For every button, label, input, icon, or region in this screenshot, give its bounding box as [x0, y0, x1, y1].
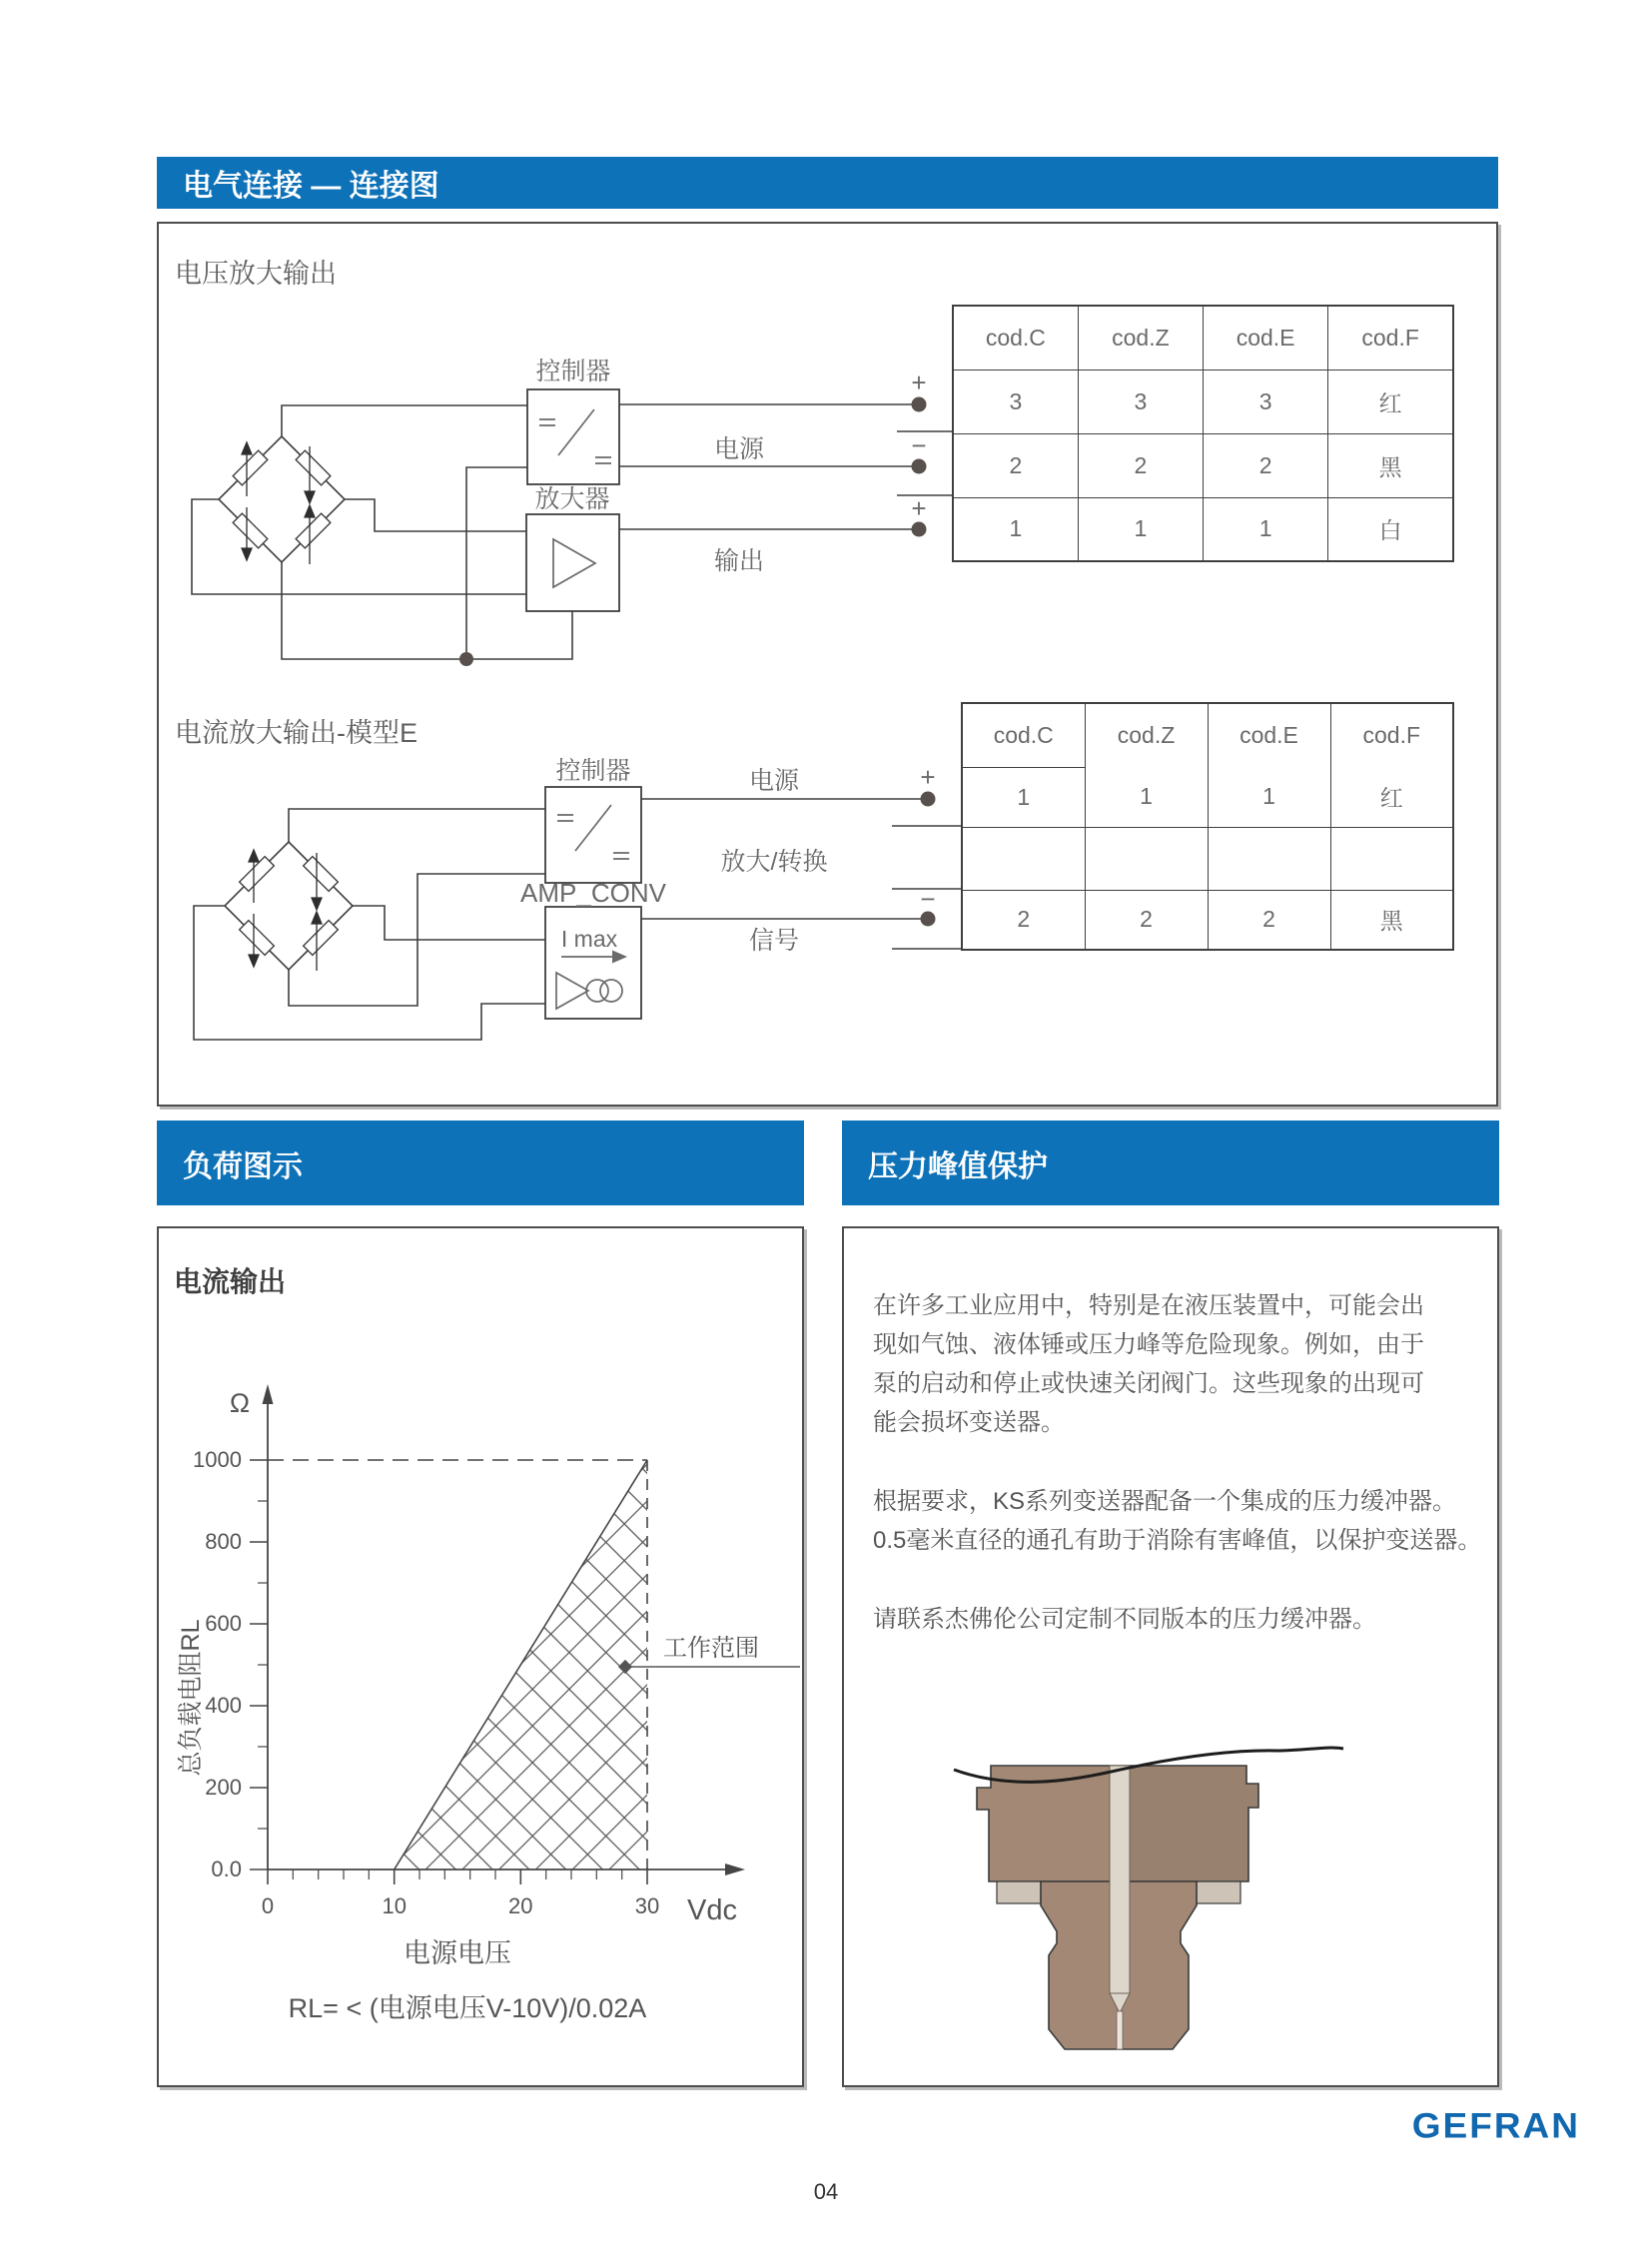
terminal-plus-sign: + [911, 493, 927, 523]
pin-cell: 1 [953, 497, 1078, 561]
pin-cell: 黑 [1330, 890, 1453, 950]
y-axis-title: 总负载电阻RL [177, 1619, 205, 1777]
pin-cell: 红 [1328, 370, 1453, 433]
strain-gauge-bridge-2 [225, 842, 353, 971]
pin-cell: 1 [1085, 767, 1208, 827]
snubber-cross-section [844, 1228, 1497, 2085]
section-title: 负荷图示 [183, 1149, 303, 1183]
page-number: 04 [813, 2179, 839, 2204]
pin-cell: 黑 [1328, 433, 1453, 497]
working-range-label: 工作范围 [663, 1635, 759, 1662]
pin-col-header: cod.Z [1078, 306, 1203, 370]
pin-col-header: cod.Z [1085, 703, 1208, 767]
terminal-plus-sign: + [920, 762, 936, 792]
x-tick-label: 0 [261, 1893, 275, 1918]
seal-ring-right [1197, 1881, 1240, 1903]
ampconv-wire-label: 放大/转换 [720, 848, 828, 876]
power-wire-label-2: 电源 [748, 767, 800, 795]
x-major-ticks [268, 1869, 647, 1884]
voltage-output-label: 电压放大输出 [175, 259, 337, 289]
connections-box [157, 222, 1498, 1107]
text-line: 能会损坏变送器。 [873, 1409, 1065, 1436]
terminal-dots [912, 397, 936, 927]
pin-cell [1085, 827, 1208, 890]
section-title: 压力峰值保护 [868, 1149, 1048, 1183]
table-row [962, 827, 1453, 890]
y-tick-label: 1000 [193, 1447, 242, 1472]
x-axis-title: 电源电压 [404, 1938, 511, 1968]
section-header-electrical-connections [157, 157, 1498, 209]
pin-cell: 3 [953, 370, 1078, 433]
y-tick-label: 200 [205, 1775, 242, 1800]
protection-box [842, 1226, 1499, 2087]
table-row [953, 497, 1453, 561]
y-axis-arrow [263, 1384, 274, 1404]
terminal-plus-sign: + [911, 368, 927, 397]
controller-label-2: 控制器 [555, 757, 631, 785]
controller-box-2 [545, 787, 641, 883]
pin-cell [962, 827, 1085, 890]
pin-cell: 3 [1078, 370, 1203, 433]
text-line: 在许多工业应用中，特别是在液压装置中，可能会出 [873, 1292, 1424, 1319]
x-tick-label: 20 [508, 1893, 533, 1918]
y-tick-label: 400 [205, 1693, 242, 1718]
signal-wire-label: 信号 [748, 927, 800, 955]
amp-conv-label: AMP_CONV [520, 878, 666, 908]
junction-dot [459, 652, 473, 666]
pin-col-header: cod.F [1330, 703, 1453, 767]
voltage-pin-table [952, 305, 1454, 562]
section-title: 电气连接 — 连接图 [183, 170, 439, 203]
current-output-label: 电流放大输出-模型E [175, 718, 417, 748]
snubber-shading [1129, 1766, 1258, 1881]
load-chart-svg [159, 1228, 802, 2085]
pin-cell: 2 [1208, 890, 1330, 950]
pin-cell: 2 [1078, 433, 1203, 497]
pin-cell [1330, 827, 1453, 890]
bridge-resistors [233, 450, 331, 548]
pin-col-header: cod.F [1328, 306, 1453, 370]
amp-conv-box-2 [545, 907, 641, 1019]
x-axis-arrow [725, 1864, 745, 1875]
table-header-row [962, 703, 1453, 767]
chart-title: 电流输出 [174, 1266, 287, 1297]
seal-ring-left [997, 1881, 1041, 1903]
output-wire-label: 输出 [713, 547, 765, 575]
x-minor-ticks [293, 1869, 621, 1879]
pin-cell: 3 [1204, 370, 1328, 433]
load-formula: RL= < (电源电压V-10V)/0.02A [288, 1993, 647, 2023]
x-tick-label: 30 [634, 1893, 660, 1918]
y-minor-ticks [258, 1501, 268, 1829]
x-tick-label: 10 [382, 1893, 407, 1918]
y-tick-label: 600 [205, 1611, 242, 1636]
snubber-orifice [1117, 2011, 1123, 2049]
current-pin-table [961, 702, 1454, 951]
table-row [962, 890, 1453, 950]
x-unit-label: Vdc [687, 1894, 737, 1926]
x-tick-labels [262, 1893, 659, 1918]
pin-col-header: cod.E [1204, 306, 1328, 370]
table-header-row [953, 306, 1453, 370]
y-unit-label: Ω [229, 1388, 251, 1418]
text-line: 现如气蚀、液体锤或压力峰等危险现象。例如，由于 [873, 1331, 1424, 1358]
pin-cell: 红 [1330, 767, 1453, 827]
power-wire-label-1: 电源 [713, 435, 765, 463]
text-line: 0.5毫米直径的通孔有助于消除有害峰值，以保护变送器。 [873, 1527, 1482, 1554]
text-line: 根据要求，KS系列变送器配备一个集成的压力缓冲器。 [873, 1488, 1457, 1515]
section-header-load-diagram [157, 1120, 804, 1205]
pin-col-header: cod.C [953, 306, 1078, 370]
pin-col-header: cod.C [962, 703, 1085, 767]
gefran-logo: GEFRAN [1411, 2106, 1580, 2145]
snubber-bore [1110, 1766, 1130, 1993]
strain-gauge-bridge-1 [219, 436, 345, 564]
pin-cell: 1 [1204, 497, 1328, 561]
table-row [953, 433, 1453, 497]
text-line: 泵的启动和停止或快速关闭阀门。这些现象的出现可 [873, 1370, 1424, 1397]
amplifier-box-1 [526, 514, 619, 611]
pin-cell: 2 [1204, 433, 1328, 497]
imax-label: I max [560, 926, 618, 952]
table-row [953, 370, 1453, 433]
pin-cell: 1 [1078, 497, 1203, 561]
terminal-minus-sign: − [911, 430, 927, 460]
section-header-pressure-peak [842, 1120, 1499, 1205]
pin-cell: 1 [962, 767, 1085, 827]
table-row [962, 767, 1453, 827]
text-line: 请联系杰佛伦公司定制不同版本的压力缓冲器。 [873, 1606, 1376, 1633]
pin-cell: 2 [953, 433, 1078, 497]
y-tick-label: 0.0 [211, 1857, 242, 1881]
pin-cell [1208, 827, 1330, 890]
pin-col-header: cod.E [1208, 703, 1330, 767]
pin-cell: 2 [1085, 890, 1208, 950]
pin-cell: 2 [962, 890, 1085, 950]
controller-label-1: 控制器 [535, 358, 611, 385]
amplifier-label: 放大器 [534, 485, 610, 513]
terminal-minus-sign: − [920, 884, 936, 914]
pin-cell: 白 [1328, 497, 1453, 561]
y-tick-label: 800 [205, 1529, 242, 1554]
load-diagram-box [157, 1226, 804, 2087]
pin-cell: 1 [1208, 767, 1330, 827]
